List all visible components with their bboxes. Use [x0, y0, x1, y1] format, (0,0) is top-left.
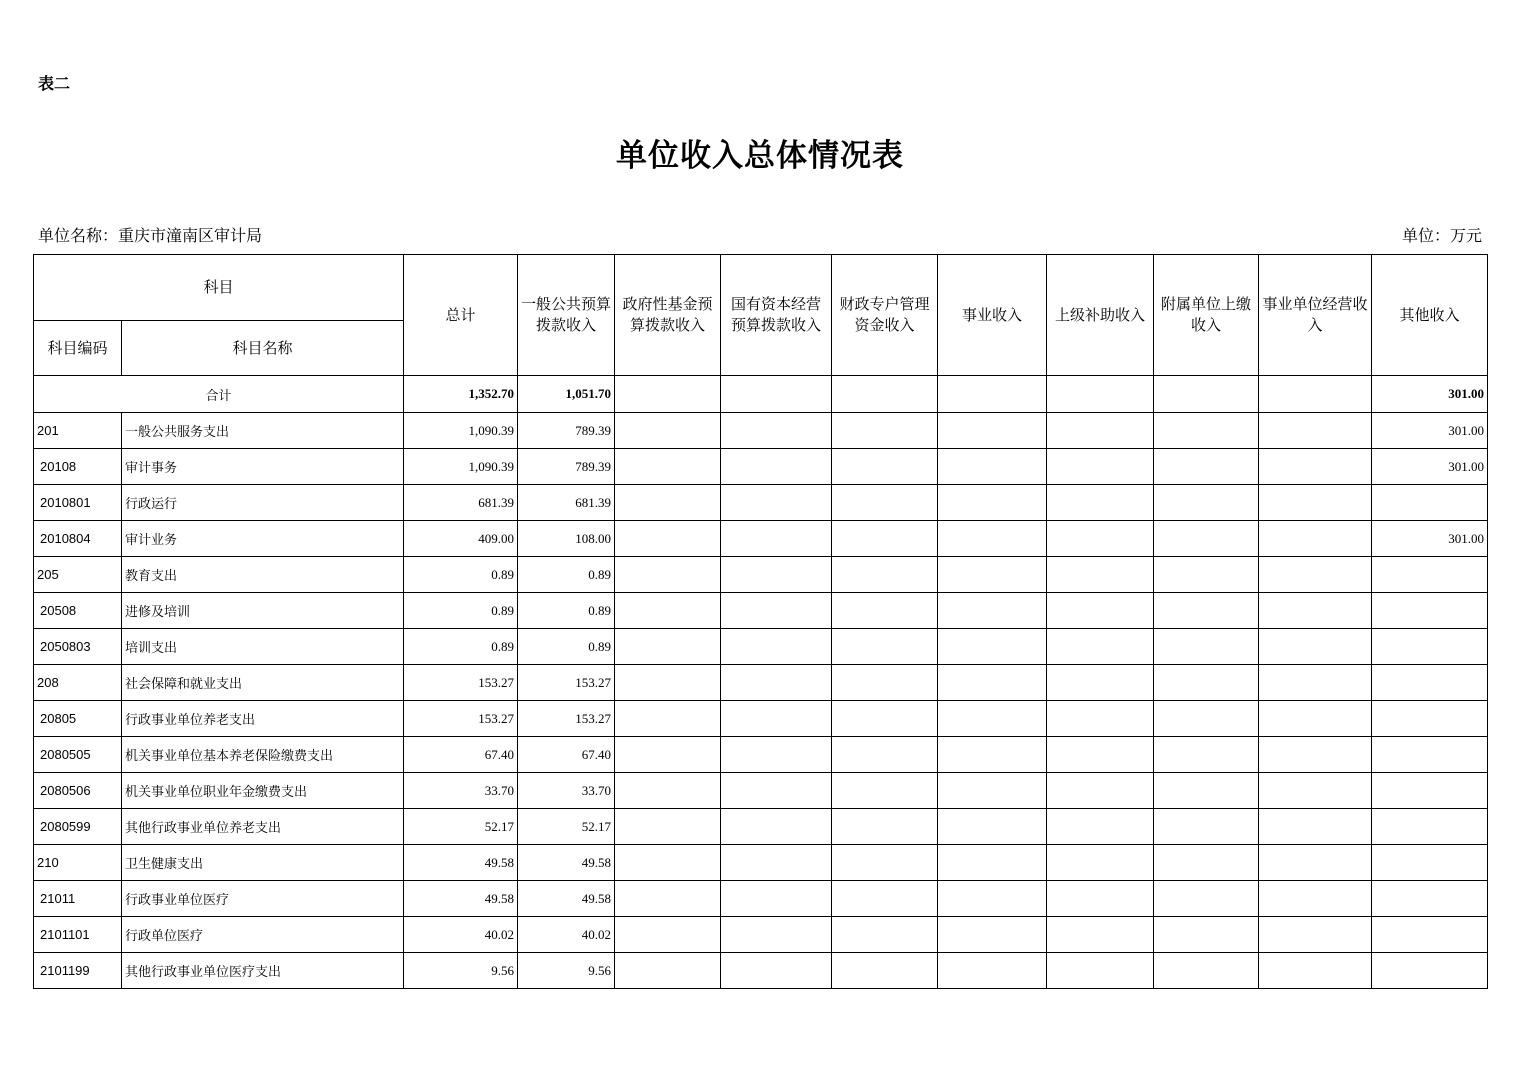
empty-cell — [1047, 557, 1154, 593]
subject-code-cell: 20805 — [34, 701, 122, 737]
empty-cell — [721, 953, 832, 989]
empty-cell — [615, 593, 721, 629]
unit-label: 单位：万元 — [1401, 226, 1482, 245]
subject-name-cell: 社会保障和就业支出 — [122, 665, 404, 701]
total-cell: 0.89 — [404, 557, 518, 593]
general-budget-cell: 153.27 — [518, 665, 615, 701]
page-title: 单位收入总体情况表 — [616, 138, 904, 174]
total-cell: 49.58 — [404, 845, 518, 881]
empty-cell — [1259, 413, 1372, 449]
empty-cell — [938, 809, 1047, 845]
empty-cell — [938, 773, 1047, 809]
empty-cell — [1154, 485, 1259, 521]
general-budget-cell: 681.39 — [518, 485, 615, 521]
empty-cell — [938, 953, 1047, 989]
total-row — [34, 376, 1488, 413]
total-cell: 153.27 — [404, 665, 518, 701]
empty-cell — [1259, 485, 1372, 521]
empty-cell — [721, 521, 832, 557]
table-number: 表二 — [38, 74, 71, 93]
other-income-cell — [1372, 773, 1488, 809]
general-budget-cell: 0.89 — [518, 557, 615, 593]
general-budget-cell: 33.70 — [518, 773, 615, 809]
empty-cell — [1259, 701, 1372, 737]
subject-name-cell: 进修及培训 — [122, 593, 404, 629]
subject-code-cell: 2050803 — [34, 629, 122, 665]
subject-name-cell: 其他行政事业单位养老支出 — [122, 809, 404, 845]
empty-cell — [615, 449, 721, 485]
other-income-cell — [1372, 665, 1488, 701]
total-cell: 0.89 — [404, 593, 518, 629]
empty-cell — [1154, 773, 1259, 809]
empty-cell — [615, 737, 721, 773]
total-cell: 409.00 — [404, 521, 518, 557]
other-income-cell — [1372, 737, 1488, 773]
subject-code-cell: 20508 — [34, 593, 122, 629]
empty-cell — [832, 665, 938, 701]
empty-cell — [1259, 953, 1372, 989]
subject-name-cell: 行政运行 — [122, 485, 404, 521]
header-gov-fund: 政府性基金预算拨款收入 — [615, 255, 721, 376]
empty-cell — [1154, 953, 1259, 989]
empty-cell — [1154, 665, 1259, 701]
empty-cell — [1259, 521, 1372, 557]
empty-cell — [1154, 376, 1259, 413]
empty-cell — [832, 485, 938, 521]
header-business-income: 事业收入 — [938, 255, 1047, 376]
header-operating-income: 事业单位经营收入 — [1259, 255, 1372, 376]
table-row — [34, 521, 1488, 557]
empty-cell — [832, 413, 938, 449]
header-general-budget: 一般公共预算拨款收入 — [518, 255, 615, 376]
general-budget-cell: 789.39 — [518, 413, 615, 449]
total-cell: 67.40 — [404, 737, 518, 773]
header-subject-name: 科目名称 — [122, 321, 404, 376]
general-budget-cell: 108.00 — [518, 521, 615, 557]
subject-code-cell: 20108 — [34, 449, 122, 485]
total-label: 合计 — [34, 376, 404, 413]
other-income-cell — [1372, 593, 1488, 629]
empty-cell — [615, 701, 721, 737]
subject-code-cell: 2080506 — [34, 773, 122, 809]
table-row — [34, 629, 1488, 665]
empty-cell — [1259, 629, 1372, 665]
empty-cell — [615, 917, 721, 953]
general-budget-cell: 0.89 — [518, 593, 615, 629]
header-affiliated-turnover: 附属单位上缴收入 — [1154, 255, 1259, 376]
table-row — [34, 665, 1488, 701]
subject-name-cell: 机关事业单位职业年金缴费支出 — [122, 773, 404, 809]
table-row — [34, 593, 1488, 629]
general-budget-cell: 789.39 — [518, 449, 615, 485]
empty-cell — [1047, 701, 1154, 737]
empty-cell — [1047, 413, 1154, 449]
general-budget-cell: 49.58 — [518, 845, 615, 881]
subject-name-cell: 行政事业单位养老支出 — [122, 701, 404, 737]
other-income-cell: 301.00 — [1372, 449, 1488, 485]
empty-cell — [1047, 485, 1154, 521]
table-row — [34, 737, 1488, 773]
subject-code-cell: 208 — [34, 665, 122, 701]
empty-cell — [938, 376, 1047, 413]
table-row — [34, 485, 1488, 521]
empty-cell — [832, 376, 938, 413]
empty-cell — [1154, 629, 1259, 665]
empty-cell — [615, 557, 721, 593]
empty-cell — [1259, 557, 1372, 593]
table-row — [34, 917, 1488, 953]
general-budget-cell: 52.17 — [518, 809, 615, 845]
other-income-cell — [1372, 809, 1488, 845]
empty-cell — [721, 449, 832, 485]
empty-cell — [615, 629, 721, 665]
empty-cell — [938, 521, 1047, 557]
subject-code-cell: 2080505 — [34, 737, 122, 773]
empty-cell — [1154, 449, 1259, 485]
empty-cell — [938, 413, 1047, 449]
empty-cell — [721, 413, 832, 449]
empty-cell — [1259, 809, 1372, 845]
empty-cell — [1154, 701, 1259, 737]
total-cell: 1,090.39 — [404, 449, 518, 485]
general-budget-cell: 49.58 — [518, 881, 615, 917]
table-row — [34, 557, 1488, 593]
empty-cell — [1154, 557, 1259, 593]
general-budget-cell: 0.89 — [518, 629, 615, 665]
empty-cell — [1047, 629, 1154, 665]
header-subject: 科目 — [34, 255, 404, 321]
empty-cell — [721, 845, 832, 881]
subject-code-cell: 21011 — [34, 881, 122, 917]
general-budget-cell: 67.40 — [518, 737, 615, 773]
subject-name-cell: 一般公共服务支出 — [122, 413, 404, 449]
empty-cell — [938, 557, 1047, 593]
empty-cell — [721, 773, 832, 809]
subject-name-cell: 卫生健康支出 — [122, 845, 404, 881]
empty-cell — [721, 485, 832, 521]
empty-cell — [1154, 737, 1259, 773]
empty-cell — [832, 845, 938, 881]
empty-cell — [1259, 917, 1372, 953]
table-row — [34, 845, 1488, 881]
empty-cell — [615, 665, 721, 701]
subject-name-cell: 培训支出 — [122, 629, 404, 665]
empty-cell — [938, 629, 1047, 665]
total-other-income: 301.00 — [1372, 376, 1488, 413]
table-row — [34, 773, 1488, 809]
empty-cell — [721, 701, 832, 737]
empty-cell — [615, 845, 721, 881]
header-subject-code: 科目编码 — [34, 321, 122, 376]
empty-cell — [1154, 521, 1259, 557]
other-income-cell — [1372, 845, 1488, 881]
table-row — [34, 449, 1488, 485]
empty-cell — [938, 881, 1047, 917]
empty-cell — [1259, 881, 1372, 917]
empty-cell — [1259, 376, 1372, 413]
other-income-cell — [1372, 485, 1488, 521]
other-income-cell: 301.00 — [1372, 521, 1488, 557]
subject-name-cell: 机关事业单位基本养老保险缴费支出 — [122, 737, 404, 773]
total-cell: 0.89 — [404, 629, 518, 665]
empty-cell — [1047, 376, 1154, 413]
empty-cell — [1047, 737, 1154, 773]
empty-cell — [1047, 809, 1154, 845]
other-income-cell — [1372, 881, 1488, 917]
empty-cell — [832, 953, 938, 989]
other-income-cell — [1372, 917, 1488, 953]
empty-cell — [832, 737, 938, 773]
total-cell: 1,090.39 — [404, 413, 518, 449]
other-income-cell — [1372, 701, 1488, 737]
empty-cell — [721, 881, 832, 917]
empty-cell — [1047, 845, 1154, 881]
header-state-capital: 国有资本经营预算拨款收入 — [721, 255, 832, 376]
empty-cell — [721, 917, 832, 953]
empty-cell — [1154, 845, 1259, 881]
empty-cell — [832, 773, 938, 809]
table-row — [34, 809, 1488, 845]
total-cell: 49.58 — [404, 881, 518, 917]
empty-cell — [1154, 917, 1259, 953]
empty-cell — [1259, 665, 1372, 701]
empty-cell — [832, 701, 938, 737]
subject-name-cell: 行政事业单位医疗 — [122, 881, 404, 917]
empty-cell — [938, 845, 1047, 881]
empty-cell — [1154, 413, 1259, 449]
header-total: 总计 — [404, 255, 518, 376]
empty-cell — [938, 593, 1047, 629]
empty-cell — [615, 376, 721, 413]
empty-cell — [832, 917, 938, 953]
subject-name-cell: 审计业务 — [122, 521, 404, 557]
header-superior-subsidy: 上级补助收入 — [1047, 255, 1154, 376]
empty-cell — [938, 701, 1047, 737]
unit-name: 单位名称：重庆市潼南区审计局 — [38, 226, 263, 245]
subject-name-cell: 审计事务 — [122, 449, 404, 485]
empty-cell — [1047, 449, 1154, 485]
empty-cell — [938, 737, 1047, 773]
empty-cell — [615, 413, 721, 449]
empty-cell — [832, 521, 938, 557]
empty-cell — [1047, 881, 1154, 917]
table-row — [34, 953, 1488, 989]
empty-cell — [1259, 593, 1372, 629]
empty-cell — [1154, 593, 1259, 629]
total-cell: 33.70 — [404, 773, 518, 809]
total-cell: 40.02 — [404, 917, 518, 953]
empty-cell — [721, 629, 832, 665]
empty-cell — [615, 773, 721, 809]
empty-cell — [615, 485, 721, 521]
header-fiscal-special: 财政专户管理资金收入 — [832, 255, 938, 376]
income-table — [33, 254, 1488, 989]
total-cell: 153.27 — [404, 701, 518, 737]
total-total: 1,352.70 — [404, 376, 518, 413]
empty-cell — [721, 557, 832, 593]
header-other-income: 其他收入 — [1372, 255, 1488, 376]
total-cell: 681.39 — [404, 485, 518, 521]
subject-code-cell: 201 — [34, 413, 122, 449]
subject-code-cell: 2101199 — [34, 953, 122, 989]
empty-cell — [1259, 449, 1372, 485]
empty-cell — [615, 953, 721, 989]
empty-cell — [832, 629, 938, 665]
empty-cell — [1259, 773, 1372, 809]
empty-cell — [938, 917, 1047, 953]
empty-cell — [615, 881, 721, 917]
other-income-cell: 301.00 — [1372, 413, 1488, 449]
table-row — [34, 413, 1488, 449]
empty-cell — [1047, 593, 1154, 629]
subject-code-cell: 2010801 — [34, 485, 122, 521]
empty-cell — [615, 809, 721, 845]
empty-cell — [1259, 737, 1372, 773]
empty-cell — [1154, 881, 1259, 917]
total-cell: 9.56 — [404, 953, 518, 989]
total-general-budget: 1,051.70 — [518, 376, 615, 413]
subject-code-cell: 2010804 — [34, 521, 122, 557]
other-income-cell — [1372, 953, 1488, 989]
empty-cell — [721, 376, 832, 413]
general-budget-cell: 9.56 — [518, 953, 615, 989]
subject-name-cell: 其他行政事业单位医疗支出 — [122, 953, 404, 989]
table-row — [34, 881, 1488, 917]
other-income-cell — [1372, 629, 1488, 665]
empty-cell — [1047, 521, 1154, 557]
empty-cell — [721, 665, 832, 701]
total-cell: 52.17 — [404, 809, 518, 845]
empty-cell — [832, 449, 938, 485]
empty-cell — [832, 809, 938, 845]
subject-code-cell: 2080599 — [34, 809, 122, 845]
empty-cell — [721, 593, 832, 629]
empty-cell — [721, 737, 832, 773]
other-income-cell — [1372, 557, 1488, 593]
subject-name-cell: 教育支出 — [122, 557, 404, 593]
subject-code-cell: 210 — [34, 845, 122, 881]
subject-code-cell: 205 — [34, 557, 122, 593]
empty-cell — [832, 881, 938, 917]
general-budget-cell: 153.27 — [518, 701, 615, 737]
subject-code-cell: 2101101 — [34, 917, 122, 953]
subject-name-cell: 行政单位医疗 — [122, 917, 404, 953]
empty-cell — [721, 809, 832, 845]
empty-cell — [938, 665, 1047, 701]
empty-cell — [938, 485, 1047, 521]
empty-cell — [1047, 917, 1154, 953]
empty-cell — [832, 593, 938, 629]
empty-cell — [938, 449, 1047, 485]
empty-cell — [1154, 809, 1259, 845]
empty-cell — [832, 557, 938, 593]
empty-cell — [1047, 773, 1154, 809]
table-row — [34, 701, 1488, 737]
empty-cell — [1259, 845, 1372, 881]
empty-cell — [615, 521, 721, 557]
empty-cell — [1047, 953, 1154, 989]
general-budget-cell: 40.02 — [518, 917, 615, 953]
empty-cell — [1047, 665, 1154, 701]
